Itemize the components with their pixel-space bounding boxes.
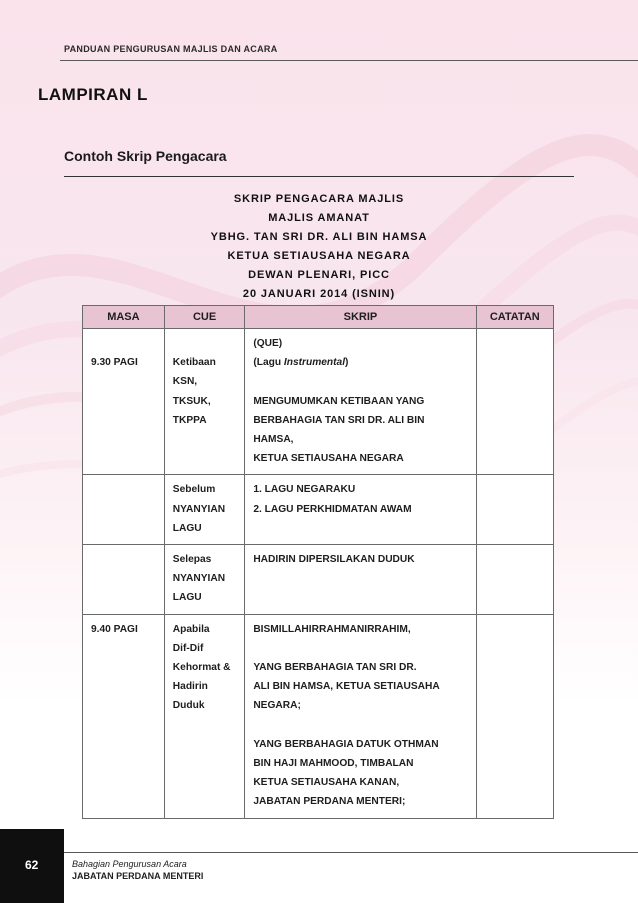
cue-line: Sebelum	[172, 484, 216, 496]
page-number: 62	[25, 858, 39, 872]
appendix-title: LAMPIRAN L	[38, 85, 148, 104]
cell-masa	[83, 614, 165, 818]
cell-cue	[164, 329, 245, 475]
cell-masa	[83, 329, 165, 475]
skrip-line-lagu	[253, 353, 469, 372]
skrip-line: NEGARA;	[253, 700, 301, 712]
skrip-line: 1. LAGU NEGARAKU	[253, 484, 356, 496]
cue-line: Duduk	[172, 700, 205, 712]
cue-line: KSN,	[172, 376, 198, 388]
skrip-line: YANG BERBAHAGIA DATUK OTHMAN	[253, 738, 439, 750]
table-row	[83, 545, 554, 615]
cell-masa	[83, 475, 165, 545]
footer-department: Bahagian Pengurusan Acara	[72, 859, 187, 869]
table-header-row	[83, 306, 554, 329]
header-catatan: CATATAN	[476, 306, 553, 329]
cell-catatan	[476, 545, 553, 615]
skrip-line: JABATAN PERDANA MENTERI;	[253, 796, 406, 808]
skrip-line: YANG BERBAHAGIA TAN SRI DR.	[253, 662, 417, 674]
script-title-line: YBHG. TAN SRI DR. ALI BIN HAMSA	[210, 231, 428, 243]
script-title-line: DEWAN PLENARI, PICC	[248, 269, 390, 281]
footer-text	[72, 858, 203, 882]
skrip-line: KETUA SETIAUSAHA NEGARA	[253, 453, 404, 465]
skrip-blank-line	[253, 716, 469, 735]
skrip-line: MENGUMUMKAN KETIBAAN YANG	[253, 395, 425, 407]
skrip-line: BISMILLAHIRRAHMANIRRAHIM,	[253, 623, 411, 635]
script-title-line: KETUA SETIAUSAHA NEGARA	[227, 250, 411, 262]
cell-cue	[164, 545, 245, 615]
subtitle-divider	[64, 176, 574, 177]
cue-line: Dif-Dif	[172, 642, 204, 654]
cell-skrip	[245, 614, 476, 818]
skrip-line: BERBAHAGIA TAN SRI DR. ALI BIN	[253, 414, 425, 426]
table-row	[83, 614, 554, 818]
cue-line: Ketibaan	[172, 357, 216, 369]
cell-cue	[164, 475, 245, 545]
schedule-table	[82, 305, 554, 819]
skrip-line: (QUE)	[253, 338, 283, 349]
cue-line: Hadirin	[172, 681, 208, 693]
cell-catatan	[476, 329, 553, 475]
skrip-line: 2. LAGU PERKHIDMATAN AWAM	[253, 503, 412, 515]
cell-skrip	[245, 329, 476, 475]
cell-catatan	[476, 614, 553, 818]
cue-line: Selepas	[172, 554, 212, 566]
page-number-box	[0, 829, 64, 903]
skrip-blank-line	[253, 639, 469, 658]
footer-ministry: JABATAN PERDANA MENTERI	[72, 871, 204, 881]
cue-line: Kehormat &	[172, 662, 231, 674]
script-title-line: 20 JANUARI 2014 (ISNIN)	[242, 288, 396, 300]
skrip-italic-text: Instrumental	[283, 357, 346, 369]
section-subtitle: Contoh Skrip Pengacara	[64, 148, 227, 164]
masa-line: 9.40 PAGI	[91, 623, 138, 635]
running-header: PANDUAN PENGURUSAN MAJLIS DAN ACARA	[64, 44, 278, 54]
skrip-line: KETUA SETIAUSAHA KANAN,	[253, 777, 400, 789]
script-title-block	[64, 190, 574, 304]
cell-cue	[164, 614, 245, 818]
masa-line: 9.30 PAGI	[91, 357, 138, 369]
cell-skrip	[245, 545, 476, 615]
cue-line: LAGU	[172, 522, 202, 534]
skrip-text: )	[345, 357, 349, 369]
header-skrip: SKRIP	[245, 306, 476, 329]
header-divider	[60, 60, 638, 61]
skrip-line: ALI BIN HAMSA, KETUA SETIAUSAHA	[253, 681, 440, 693]
cue-line: NYANYIAN	[172, 503, 226, 515]
script-title-line: MAJLIS AMANAT	[268, 212, 370, 224]
header-masa: MASA	[83, 306, 165, 329]
cell-skrip	[245, 475, 476, 545]
skrip-line: HAMSA,	[253, 434, 294, 445]
skrip-text: (Lagu	[253, 357, 284, 369]
cue-line: NYANYIAN	[172, 573, 226, 585]
table-row	[83, 475, 554, 545]
script-title-line: SKRIP PENGACARA MAJLIS	[233, 193, 405, 205]
cue-line: LAGU	[172, 592, 202, 604]
cell-masa	[83, 545, 165, 615]
skrip-line: HADIRIN DIPERSILAKAN DUDUK	[253, 554, 415, 566]
cue-line: TKPPA	[172, 414, 207, 426]
header-cue: CUE	[164, 306, 245, 329]
masa-line	[91, 334, 158, 353]
cue-line: TKSUK,	[172, 395, 211, 407]
skrip-line: BIN HAJI MAHMOOD, TIMBALAN	[253, 758, 414, 770]
footer-divider	[64, 852, 638, 853]
table-row	[83, 329, 554, 475]
cue-line: Apabila	[172, 623, 210, 635]
cell-catatan	[476, 475, 553, 545]
cue-line	[173, 334, 239, 353]
skrip-blank-line	[253, 372, 469, 391]
